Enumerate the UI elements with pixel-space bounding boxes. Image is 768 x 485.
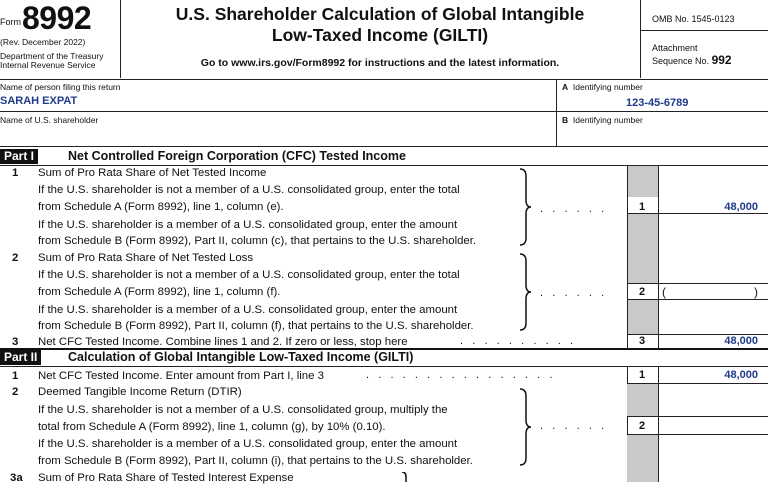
p1-line2-text-4: If the U.S. shareholder is a member of a U.S. consolidated group, enter the amount [38,304,458,316]
p1-line2-brace [518,253,532,331]
p1-line1-text-5: from Schedule B (Form 8992), Part II, column (c), that pertains to the U.S. shareholder. [38,235,477,247]
part1-title: Net Controlled Foreign Corporation (CFC) Tested Income [68,149,406,163]
p1-line1-text-1: Sum of Pro Rata Share of Net Tested Income [38,167,267,179]
p2-line2-text-5: from Schedule B (Form 8992), Part II, column (i), that pertains to the U.S. shareholder. [38,455,473,467]
p2-line3a-brace [400,472,410,482]
agency: Internal Revenue Service [0,60,96,70]
p1-line1-num: 1 [12,167,19,179]
p2-line3a-num: 3a [10,472,23,484]
department: Department of the Treasury [0,51,104,61]
p2-line2-brace [518,388,532,466]
form-title-line1: U.S. Shareholder Calculation of Global Intangible [175,4,585,24]
p1-line3-leader: . . . . . . . . . . [460,335,574,347]
p1-line2-text-1: Sum of Pro Rata Share of Net Tested Loss [38,252,254,264]
p2-line2-text-2: If the U.S. shareholder is not a member of a U.S. consolidated group, multiply the [38,404,448,416]
p1-line2-text-5: from Schedule B (Form 8992), Part II, column (f), that pertains to the U.S. shareholder. [38,320,474,332]
p1-line2-box: 2 [638,286,646,298]
sequence-number: 992 [711,53,732,67]
p2-line1-text: Net CFC Tested Income. Enter amount from Part I, line 3 [38,370,324,382]
instructions-link-text[interactable]: Go to www.irs.gov/Form8992 for instructions and the latest information. [200,57,560,69]
omb-number: OMB No. 1545-0123 [652,14,735,24]
p1-line1-amount[interactable]: 48,000 [724,201,758,213]
p2-line2-leader: . . . . . . [540,420,605,432]
p1-line3-box: 3 [638,335,646,347]
id-a-value[interactable]: 123-45-6789 [626,97,689,109]
p1-line3-amount[interactable]: 48,000 [724,335,758,347]
form-title-line2: Low-Taxed Income (GILTI) [271,25,489,45]
p2-line2-box: 2 [638,420,646,432]
p1-line2-paren-open: ( [662,285,666,299]
filer-name-label: Name of person filing this return [0,82,121,92]
p1-line2-paren-close: ) [754,285,758,299]
p1-line2-text-3: from Schedule A (Form 8992), line 1, column (f). [38,286,281,298]
p1-line1-text-2: If the U.S. shareholder is not a member of a U.S. consolidated group, enter the total [38,184,460,196]
form-number: 8992 [22,0,92,36]
p1-line1-text-3: from Schedule A (Form 8992), line 1, column (e). [38,201,284,213]
p1-line3-num: 3 [12,336,19,348]
p2-line2-text-4: If the U.S. shareholder is a member of a U.S. consolidated group, enter the amount [38,438,458,450]
p1-line2-leader: . . . . . . [540,287,605,299]
p1-line1-brace [518,168,532,246]
p1-line1-leader: . . . . . . [540,203,605,215]
shareholder-name-label: Name of U.S. shareholder [0,115,99,125]
p2-line2-text-1: Deemed Tangible Income Return (DTIR) [38,386,242,398]
p2-line2-text-3: total from Schedule A (Form 8992), line 1, column (g), by 10% (0.10). [38,421,386,433]
p1-line3-text: Net CFC Tested Income. Combine lines 1 and 2. If zero or less, stop here [38,336,408,348]
p1-line2-num: 2 [12,252,19,264]
id-a-label: A Identifying number [562,82,643,92]
p1-line1-box: 1 [638,201,646,213]
attachment-label: Attachment [652,43,698,53]
form-label: Form [0,17,21,27]
part2-title: Calculation of Global Intangible Low-Taxed Income (GILTI) [68,350,414,364]
p2-line1-box: 1 [638,369,646,381]
filer-name-value[interactable]: SARAH EXPAT [0,95,78,107]
p2-line2-num: 2 [12,386,19,398]
sequence-label: Sequence No. 992 [652,53,732,67]
p1-line1-text-4: If the U.S. shareholder is a member of a U.S. consolidated group, enter the amount [38,219,458,231]
p2-line1-leader: . . . . . . . . . . . . . . . . [366,369,553,381]
p2-line1-num: 1 [12,370,19,382]
p2-line3a-text: Sum of Pro Rata Share of Tested Interest Expense [38,472,294,484]
part1-label: Part I [0,149,38,164]
form-revision: (Rev. December 2022) [0,37,86,47]
p2-line1-amount[interactable]: 48,000 [724,369,758,381]
part2-label: Part II [0,350,41,365]
p1-line2-text-2: If the U.S. shareholder is not a member of a U.S. consolidated group, enter the total [38,269,460,281]
id-b-label: B Identifying number [562,115,643,125]
